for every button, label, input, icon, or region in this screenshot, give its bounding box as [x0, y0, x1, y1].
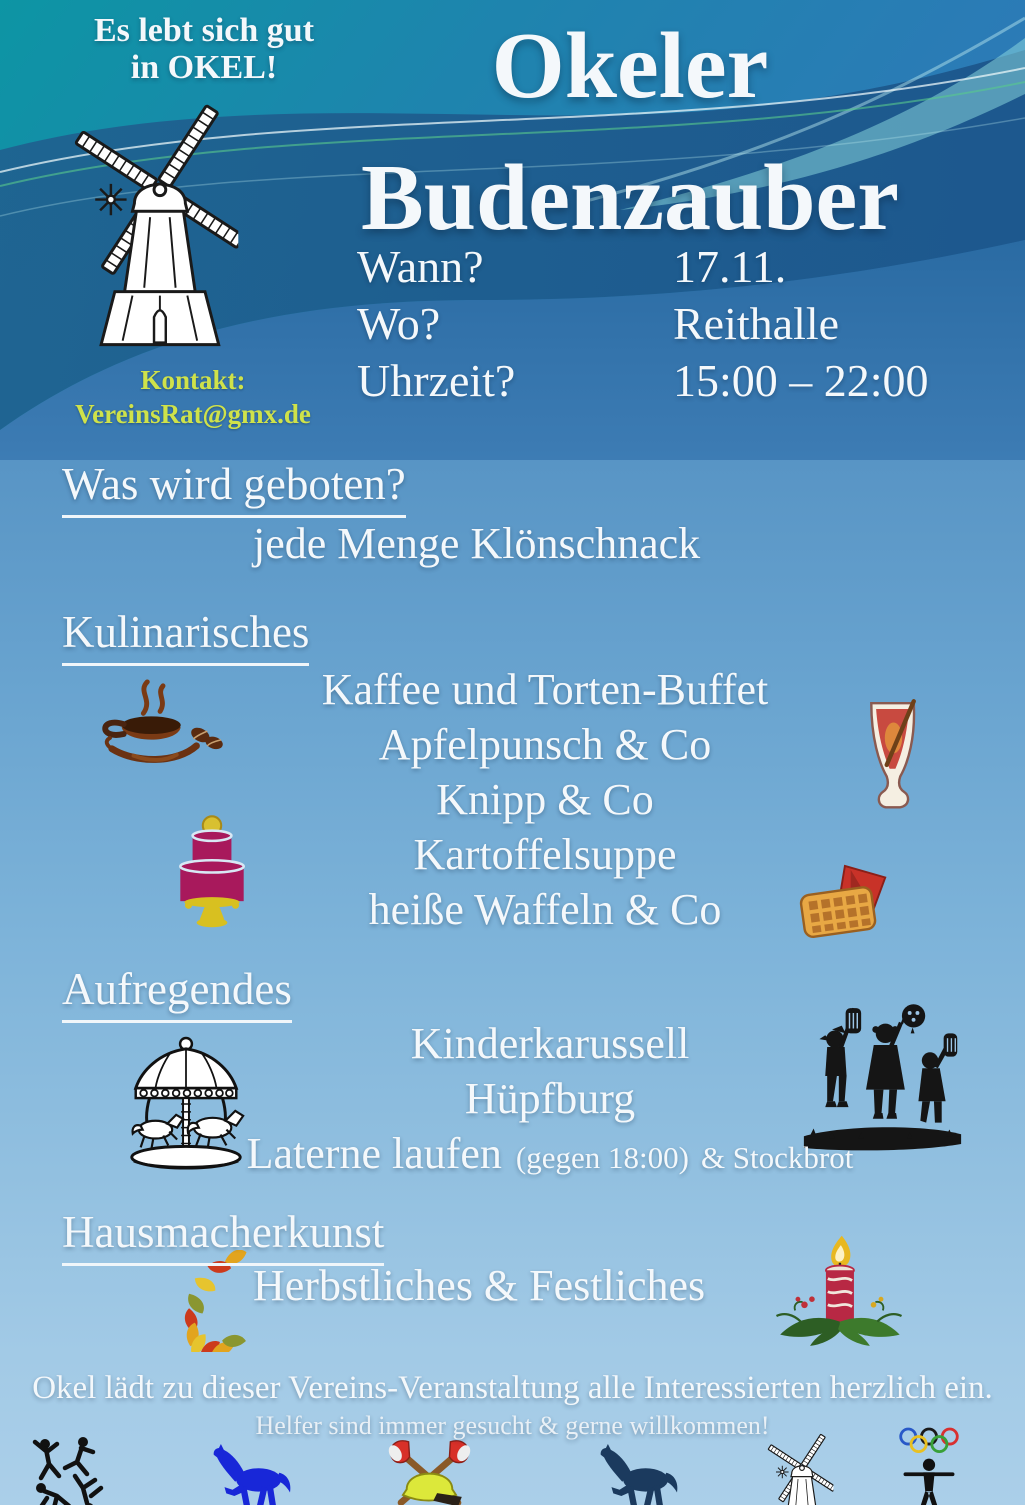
footer-helpers: Helfer sind immer gesucht & gerne willkommen! — [255, 1411, 770, 1440]
list-item: Knipp & Co — [436, 775, 654, 824]
list-item: Hüpfburg — [464, 1074, 636, 1123]
intro-subline: jede Menge Klönschnack — [253, 519, 701, 568]
laterne-note: (gegen 18:00) — [515, 1140, 689, 1175]
section-heading-hausmacherkunst: Hausmacherkunst — [62, 1206, 384, 1266]
title-line2: Budenzauber — [361, 146, 899, 250]
list-item: heiße Waffeln & Co — [368, 885, 722, 934]
intro-heading-wrap — [62, 458, 406, 518]
detail-label-wo: Wo? — [357, 298, 441, 349]
section-heading-kulinarisches-wrap — [62, 606, 309, 666]
detail-value-date: 17.11. — [673, 241, 787, 292]
section-heading-aufregendes-wrap — [62, 963, 292, 1023]
tagline-line1: Es lebt sich gut — [93, 12, 315, 49]
poster-title — [240, 0, 1020, 264]
detail-label-uhrzeit: Uhrzeit? — [357, 355, 516, 406]
list-item: Kartoffelsuppe — [413, 830, 677, 879]
contact-email: VereinsRat@gmx.de — [75, 398, 311, 429]
riding-club-blue-horse-icon — [210, 1444, 300, 1505]
festive-candle-icon — [768, 1232, 910, 1358]
tagline-line2: in OKEL! — [130, 49, 278, 87]
detail-value-time: 15:00 – 22:00 — [673, 355, 929, 406]
footer-invitation: Okel lädt zu dieser Vereins-Veranstaltung alle Interessierten herzlich ein. — [32, 1370, 993, 1406]
list-item: Apfelpunsch & Co — [378, 720, 712, 769]
detail-value-location: Reithalle — [673, 298, 840, 349]
section-heading-kulinarisches: Kulinarisches — [62, 606, 309, 666]
laterne-item — [85, 1128, 1015, 1179]
detail-row — [0, 297, 1025, 353]
title-line1: Okeler — [491, 14, 769, 118]
laterne-suffix: & Stockbrot — [700, 1140, 854, 1175]
list-item: Kinderkarussell — [410, 1019, 690, 1068]
contact-label: Kontakt: — [140, 365, 246, 395]
aufregendes-list — [195, 1016, 905, 1126]
riding-club-dark-horse-icon — [596, 1444, 688, 1505]
detail-row — [0, 354, 1025, 410]
fire-brigade-icon — [382, 1438, 477, 1505]
intro-heading: Was wird geboten? — [62, 458, 406, 518]
detail-row — [0, 240, 1025, 296]
list-item: Kaffee und Torten-Buffet — [321, 665, 769, 714]
laterne-main: Laterne laufen — [246, 1129, 502, 1178]
section-heading-hausmacherkunst-wrap — [62, 1206, 384, 1266]
gymnastics-club-icon — [26, 1436, 118, 1505]
kulinarisches-list — [195, 662, 895, 937]
hausmacherkunst-item: Herbstliches & Festliches — [253, 1261, 706, 1310]
detail-label-wann: Wann? — [357, 241, 484, 292]
section-heading-aufregendes: Aufregendes — [62, 963, 292, 1023]
